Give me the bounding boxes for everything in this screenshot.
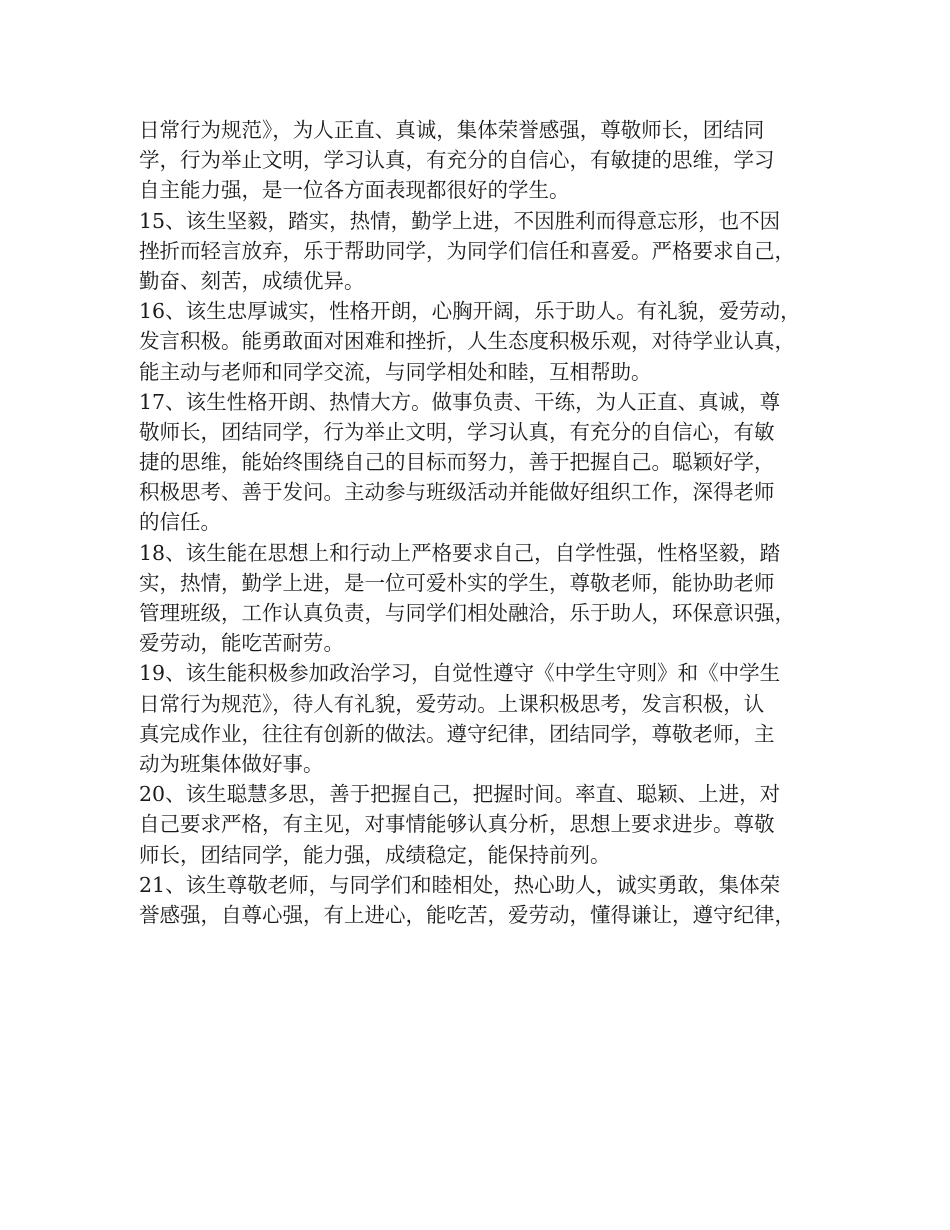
text-line: 积极思考、善于发问。主动参与班级活动并能做好组织工作，深得老师 bbox=[139, 480, 775, 505]
text-line: 能主动与老师和同学交流，与同学相处和睦，互相帮助。 bbox=[139, 359, 652, 384]
text-line: 师长，团结同学，能力强，成绩稳定，能保持前列。 bbox=[139, 842, 611, 867]
text-line: 誉感强，自尊心强，有上进心，能吃苦，爱劳动，懂得谦让，遵守纪律， bbox=[139, 902, 795, 927]
text-line: 真完成作业，往往有创新的做法。遵守纪律，团结同学，尊敬老师，主 bbox=[139, 721, 775, 746]
text-line: 日常行为规范》，为人正直、真诚，集体荣誉感强，尊敬师长，团结同 bbox=[139, 118, 765, 142]
document-body bbox=[139, 115, 839, 930]
text-line: 17、该生性格开朗、热情大方。做事负责、干练，为人正直、真诚，尊 bbox=[139, 389, 781, 414]
text-line: 20、该生聪慧多思，善于把握自己，把握时间。率直、聪颖、上进，对 bbox=[139, 782, 781, 807]
text-line: 管理班级，工作认真负责，与同学们相处融洽，乐于助人，环保意识强， bbox=[139, 601, 795, 625]
text-line: 实，热情，勤学上进，是一位可爱朴实的学生，尊敬老师，能协助老师 bbox=[139, 570, 775, 595]
text-line: 爱劳动，能吃苦耐劳。 bbox=[139, 631, 344, 656]
text-line: 敬师长，团结同学，行为举止文明，学习认真，有充分的自信心，有敏 bbox=[139, 419, 775, 444]
text-line: 捷的思维，能始终围绕自己的目标而努力，善于把握自己。聪颖好学， bbox=[139, 450, 775, 475]
text-line: 挫折而轻言放弃，乐于帮助同学，为同学们信任和喜爱。严格要求自己， bbox=[139, 238, 795, 263]
text-line: 16、该生忠厚诚实，性格开朗，心胸开阔，乐于助人。有礼貌，爱劳动， bbox=[139, 299, 801, 324]
text-line: 18、该生能在思想上和行动上严格要求自己，自学性强，性格坚毅，踏 bbox=[139, 540, 781, 565]
text-line: 学，行为举止文明，学习认真，有充分的自信心，有敏捷的思维，学习 bbox=[139, 148, 775, 173]
text-line: 15、该生坚毅，踏实，热情，勤学上进，不因胜利而得意忘形，也不因 bbox=[139, 208, 781, 233]
text-line: 自主能力强，是一位各方面表现都很好的学生。 bbox=[139, 178, 570, 203]
text-line: 勤奋、刻苦，成绩优异。 bbox=[139, 268, 365, 293]
text-line: 自己要求严格，有主见，对事情能够认真分析，思想上要求进步。尊敬 bbox=[139, 812, 775, 837]
text-line: 发言积极。能勇敢面对困难和挫折，人生态度积极乐观，对待学业认真， bbox=[139, 329, 795, 354]
text-line: 21、该生尊敬老师，与同学们和睦相处，热心助人，诚实勇敢，集体荣 bbox=[139, 872, 781, 897]
text-line: 19、该生能积极参加政治学习，自觉性遵守《中学生守则》和《中学生 bbox=[139, 661, 781, 686]
text-line: 动为班集体做好事。 bbox=[139, 751, 324, 776]
text-line: 日常行为规范》，待人有礼貌，爱劳动。上课积极思考，发言积极，认 bbox=[139, 691, 765, 716]
text-line: 的信任。 bbox=[139, 510, 221, 535]
